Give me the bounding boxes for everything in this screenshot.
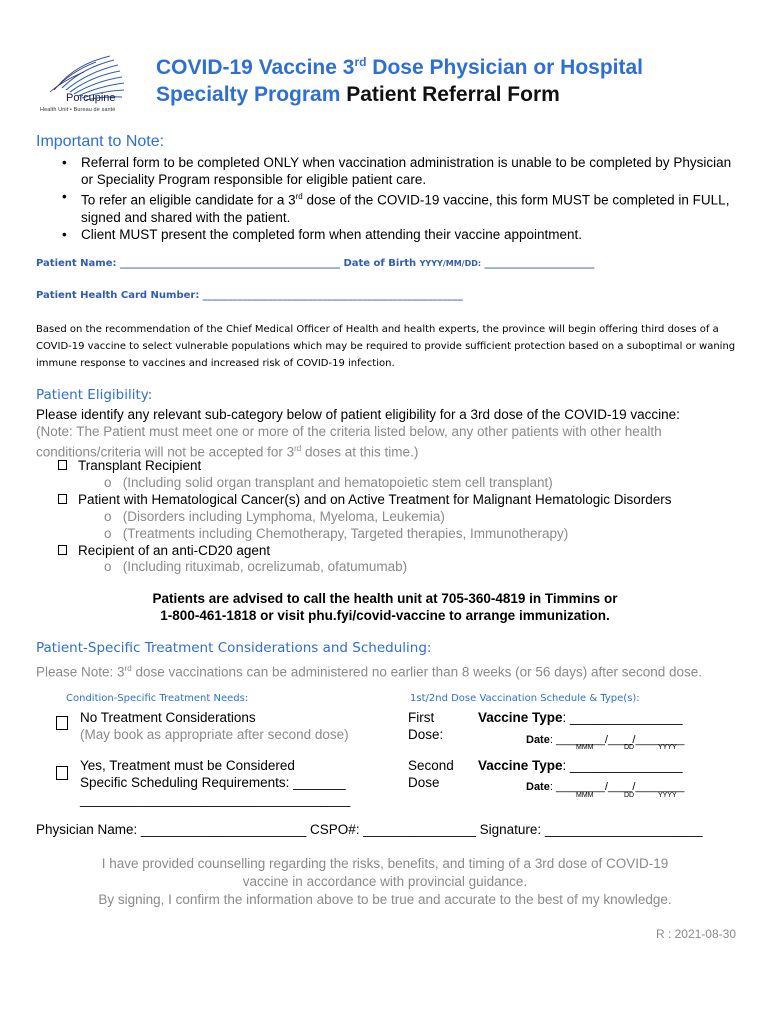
scheduling-requirements-line[interactable]: ____________________________________	[80, 792, 351, 807]
second-dose-label-1: Second	[408, 758, 454, 773]
eligibility-note: (Note: The Patient must meet one or more of the criteria listed below, any other patients with other health conditions/criteria will not be accepted for 3rd doses at this time.)	[36, 424, 662, 460]
scheduling-requirements-field[interactable]: Specific Scheduling Requirements: _______	[80, 775, 346, 790]
first-vaccine-type-field[interactable]: Vaccine Type: _______________	[478, 710, 683, 725]
list-item: • To refer an eligible candidate for a 3rd dose of the COVID-19 vaccine, this form MUST be completed in FULL, signed and shared with the patient.	[62, 189, 730, 225]
logo-subtitle: Health Unit • Bureau de santé	[40, 107, 116, 113]
second-date-mmm: MMM	[576, 792, 594, 799]
second-date-yyyy: YYYY	[658, 792, 677, 799]
first-date-yyyy: YYYY	[658, 744, 677, 751]
first-dose-label-1: First	[408, 710, 435, 725]
form-title: COVID-19 Vaccine 3rd Dose Physician or Hospital Specialty Program Patient Referral Form	[156, 55, 644, 106]
health-card-field[interactable]: Patient Health Card Number: ____________________________________________________	[36, 290, 463, 301]
second-date-field[interactable]: Date: ________/____/________	[526, 781, 685, 793]
sub-item: o (Disorders including Lymphoma, Myeloma, Leukemia)	[104, 509, 445, 524]
second-date-dd: DD	[624, 792, 635, 799]
first-date-field[interactable]: Date: ________/____/________	[526, 734, 685, 746]
first-date-mmm: MMM	[576, 744, 594, 751]
left-column-heading: Condition-Specific Treatment Needs:	[66, 693, 249, 704]
list-item: • Client MUST present the completed form when attending their vaccine appointment.	[62, 226, 583, 242]
call-line-1: Patients are advised to call the health unit at 705-360-4819 in Timmins or	[152, 591, 618, 606]
sub-item: o (Including solid organ transplant and hematopoietic stem cell transplant)	[104, 475, 553, 490]
checkbox-icon[interactable]	[58, 494, 67, 504]
checkbox-no-treatment[interactable]	[56, 716, 68, 730]
first-dose-label-2: Dose:	[408, 727, 444, 742]
sub-item: o (Treatments including Chemotherapy, Targeted therapies, Immunotherapy)	[104, 526, 569, 541]
sub-item: o (Including rituximab, ocrelizumab, ofatumumab)	[104, 559, 408, 574]
eligibility-instruction: Please identify any relevant sub-category below of patient eligibility for a 3rd dose of the COVID-19 vaccine:	[36, 407, 680, 422]
checkbox-transplant[interactable]: Transplant Recipient	[58, 457, 201, 474]
checkbox-yes-treatment[interactable]	[56, 766, 68, 780]
eligibility-heading: Patient Eligibility:	[36, 387, 153, 403]
second-dose-label-2: Dose	[408, 775, 440, 790]
no-treatment-sub: (May book as appropriate after second dose)	[80, 727, 349, 742]
logo-name: Porcupine	[66, 92, 116, 104]
scheduling-heading: Patient-Specific Treatment Considerations and Scheduling:	[36, 640, 432, 656]
patient-name-field[interactable]: Patient Name: ____________________________________________ Date of Birth YYYY/MM/DD: ______________________	[36, 258, 595, 269]
no-treatment-label: No Treatment Considerations	[80, 710, 256, 725]
second-vaccine-type-field[interactable]: Vaccine Type: _______________	[478, 758, 683, 773]
intro-paragraph: Based on the recommendation of the Chief Medical Officer of Health and health experts, the province will begin offering third doses of a COVID-19 vaccine to select vulnerable populations which may be required to provide sufficient protection based on a suboptimal or waning immune response to vaccines and increased risk of COVID-19 infection.	[36, 324, 736, 369]
consent-text: I have provided counselling regarding the risks, benefits, and timing of a 3rd dose of COVID-19 vaccine in accordance with provincial guidance. By signing, I confirm the information above to be true and accurate to the best of my knowledge.	[98, 856, 672, 907]
revision-date: R : 2021-08-30	[655, 927, 736, 941]
important-heading: Important to Note:	[36, 133, 165, 150]
call-line-2: 1-800-461-1818 or visit phu.fyi/covid-vaccine to arrange immunization.	[160, 608, 610, 623]
first-date-dd: DD	[624, 744, 635, 751]
important-list	[62, 154, 732, 243]
checkbox-hematological[interactable]: Patient with Hematological Cancer(s) and on Active Treatment for Malignant Hematologic Disorders	[58, 491, 672, 508]
checkbox-icon[interactable]	[58, 545, 67, 555]
list-item: • Referral form to be completed ONLY when vaccination administration is unable to be completed by Physician or Speciality Program responsible for eligible patient care.	[62, 155, 732, 187]
checkbox-icon[interactable]	[58, 460, 67, 470]
checkbox-anti-cd20[interactable]: Recipient of an anti-CD20 agent	[58, 542, 270, 559]
scheduling-note: Please Note: 3rd dose vaccinations can be administered no earlier than 8 weeks (or 56 days) after second dose.	[36, 664, 703, 680]
physician-signature-line[interactable]: Physician Name: ______________________ CSPO#: _______________ Signature: _____________________	[36, 822, 703, 837]
right-column-heading: 1st/2nd Dose Vaccination Schedule & Type(s):	[410, 693, 640, 704]
yes-treatment-label: Yes, Treatment must be Considered	[80, 758, 295, 773]
